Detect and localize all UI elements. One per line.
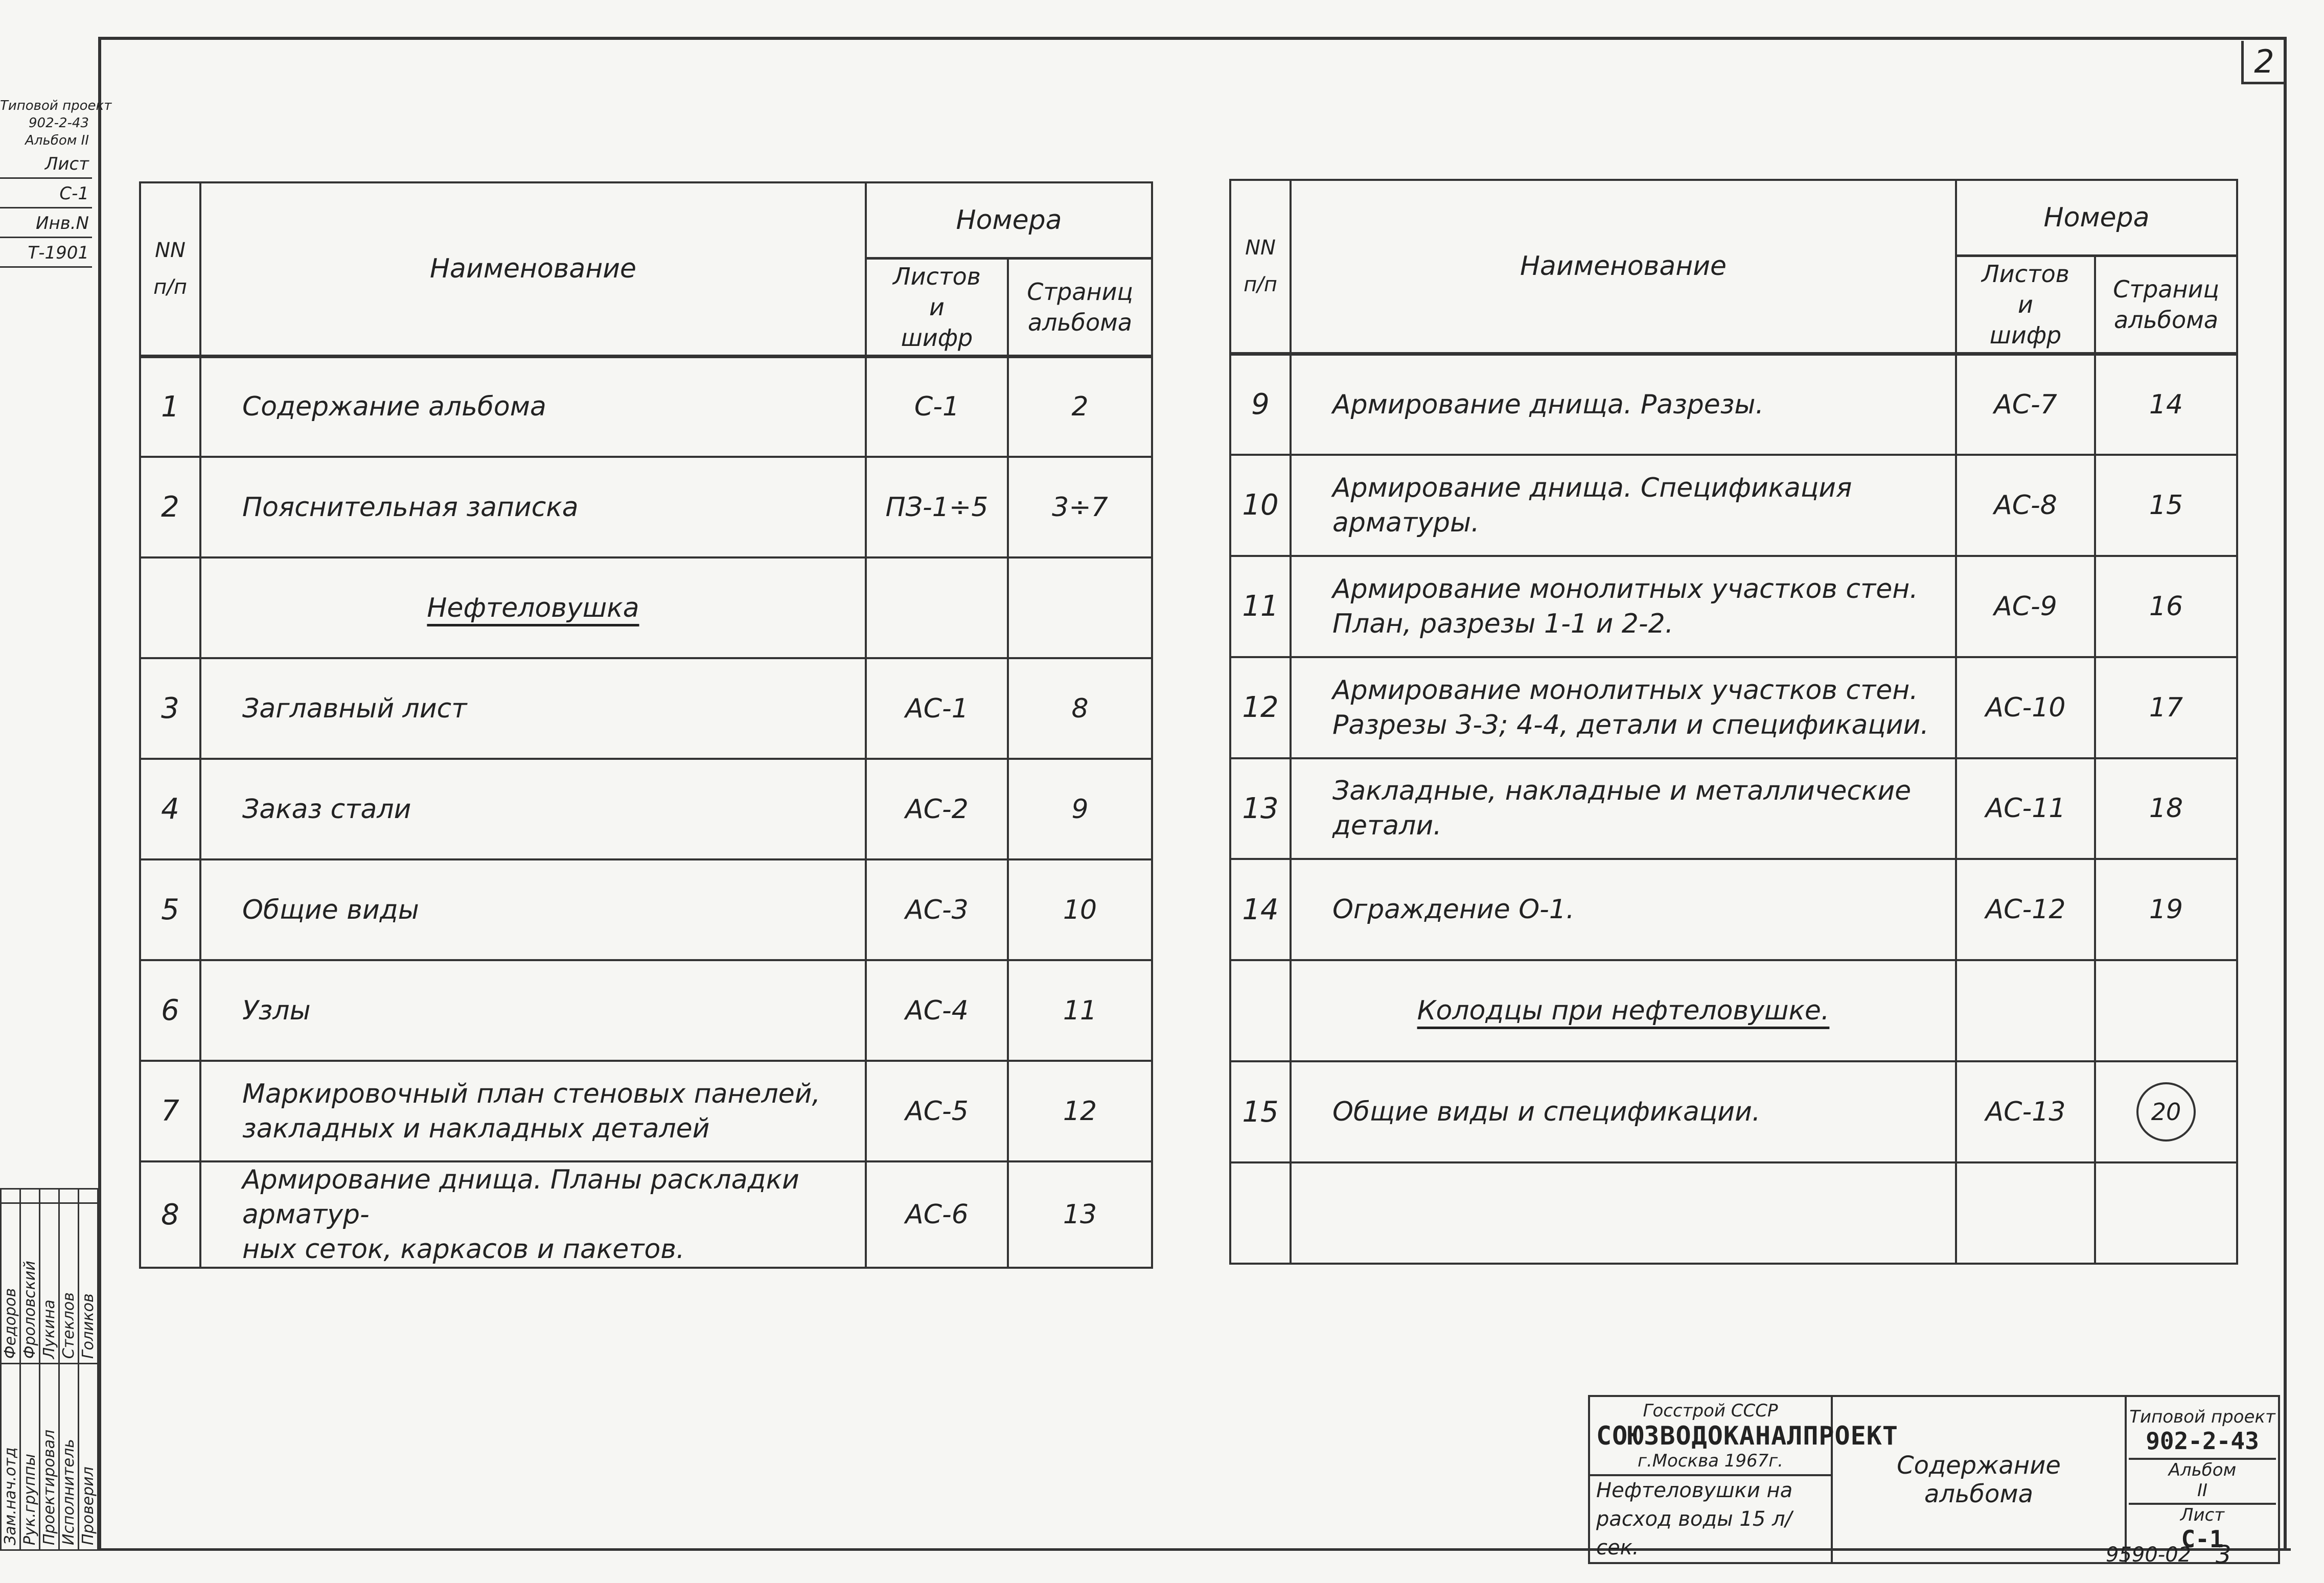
row-sheet-code: АС-9 xyxy=(1956,556,2095,657)
album-label: Альбом xyxy=(2168,1459,2237,1480)
signature-mark xyxy=(1,1189,20,1203)
signature-name: Голиков xyxy=(79,1203,98,1364)
row-sheet-code: АС-4 xyxy=(866,960,1008,1061)
row-name-text: Пояснительная записка xyxy=(242,492,579,523)
row-page xyxy=(2095,1061,2237,1162)
section-heading-text: Колодцы при нефтеловушке. xyxy=(1417,995,1830,1027)
toc-table-left xyxy=(139,181,1153,1269)
table-row xyxy=(140,457,1152,557)
project-label: Типовой проект xyxy=(2129,1406,2275,1427)
album-number: II xyxy=(2129,1480,2276,1505)
row-name xyxy=(200,759,866,859)
project-code: 902-2-43 xyxy=(2129,1427,2276,1460)
project-cell xyxy=(2126,1396,2279,1563)
left-stamp-sheet-label: Лист xyxy=(0,149,92,179)
row-sheet-code: АС-13 xyxy=(1956,1061,2095,1162)
row-number: 11 xyxy=(1230,556,1291,657)
table-row xyxy=(140,557,1152,658)
table-row xyxy=(140,759,1152,859)
row-sheet-code xyxy=(1956,960,2095,1061)
row-name xyxy=(1291,455,1956,556)
row-name-text: Армирование монолитных участков стен. План, разрезы 1-1 и 2-2. xyxy=(1332,573,1918,639)
signature-mark xyxy=(20,1189,40,1203)
left-stamp-sheet-code: С-1 xyxy=(0,179,92,208)
row-name-text: Маркировочный план стеновых панелей, закладных и накладных деталей xyxy=(242,1078,821,1144)
row-name xyxy=(1291,657,1956,758)
sheet-label: Лист xyxy=(2180,1504,2225,1525)
circled-page-number: 20 xyxy=(2136,1082,2196,1142)
table-row xyxy=(1230,758,2237,859)
section-heading xyxy=(200,557,866,658)
row-number xyxy=(140,557,200,658)
row-name-text: Содержание альбома xyxy=(242,391,546,423)
row-number: 10 xyxy=(1230,455,1291,556)
signature-role: Рук.группы xyxy=(20,1364,40,1550)
row-number: 2 xyxy=(140,457,200,557)
row-sheet-code: АС-5 xyxy=(866,1061,1008,1161)
row-sheet-code: АС-3 xyxy=(866,859,1008,960)
row-name-text: Общие виды и спецификации. xyxy=(1332,1097,1761,1128)
left-stamp-project-label: Типовой проект xyxy=(0,98,112,113)
row-number: 14 xyxy=(1230,859,1291,960)
table-row xyxy=(140,356,1152,457)
table-row xyxy=(140,960,1152,1061)
row-page: 17 xyxy=(2095,657,2237,758)
signature-role: Проверил xyxy=(79,1364,98,1550)
row-name xyxy=(200,859,866,960)
header-nn: NN п/п xyxy=(140,182,200,356)
signature-role: Исполнитель xyxy=(59,1364,79,1550)
left-stamp-inv-number: Т-1901 xyxy=(0,238,92,268)
row-page: 11 xyxy=(1008,960,1152,1061)
table-row xyxy=(1230,354,2237,455)
row-page: 16 xyxy=(2095,556,2237,657)
table-row xyxy=(1230,556,2237,657)
row-page: 19 xyxy=(2095,859,2237,960)
organization-cell xyxy=(1589,1396,1898,1475)
row-name xyxy=(1291,758,1956,859)
signature-name: Лукина xyxy=(40,1203,59,1364)
table-row xyxy=(1230,1162,2237,1264)
left-stamp-inv-label: Инв.N xyxy=(0,208,92,238)
row-number: 5 xyxy=(140,859,200,960)
row-name xyxy=(200,1161,866,1268)
row-name xyxy=(1291,1162,1956,1264)
table-row xyxy=(1230,960,2237,1061)
header-pages: Страниц альбома xyxy=(2095,255,2237,354)
row-page xyxy=(2095,1162,2237,1264)
row-page xyxy=(2095,960,2237,1061)
city-year: г.Москва 1967г. xyxy=(1638,1450,1783,1471)
header-name: Наименование xyxy=(1291,180,1956,354)
row-page: 10 xyxy=(1008,859,1152,960)
header-numbers: Номера xyxy=(866,182,1152,258)
signature-row xyxy=(20,1189,40,1550)
row-sheet-code: АС-10 xyxy=(1956,657,2095,758)
row-name-text: Армирование монолитных участков стен. Разрезы 3-3; 4-4, детали и спецификации. xyxy=(1332,674,1929,740)
row-number xyxy=(1230,1162,1291,1264)
row-sheet-code: АС-7 xyxy=(1956,354,2095,455)
sheet-number-box xyxy=(2241,41,2285,84)
sheet-number: 2 xyxy=(2254,42,2274,80)
ministry: Госстрой СССР xyxy=(1643,1400,1778,1421)
signature-name: Фроловский xyxy=(20,1203,40,1364)
signature-row xyxy=(1,1189,20,1550)
signature-role: Зам.нач.отд xyxy=(1,1364,20,1550)
row-number: 12 xyxy=(1230,657,1291,758)
signature-name: Федоров xyxy=(1,1203,20,1364)
signature-mark xyxy=(79,1189,98,1203)
archive-number: 9590-02 xyxy=(2106,1543,2192,1567)
toc-table-right xyxy=(1229,179,2238,1265)
row-page: 14 xyxy=(2095,354,2237,455)
row-name-text: Армирование днища. Спецификация арматуры. xyxy=(1332,472,1852,538)
table-row xyxy=(1230,1061,2237,1162)
row-sheet-code: АС-12 xyxy=(1956,859,2095,960)
row-name xyxy=(1291,354,1956,455)
row-number: 3 xyxy=(140,658,200,759)
row-name-text: Армирование днища. Планы раскладки арматур- ных сеток, каркасов и пакетов. xyxy=(242,1165,799,1265)
row-name-text: Общие виды xyxy=(242,894,419,925)
row-name xyxy=(200,658,866,759)
footer-page: 3 xyxy=(2216,1541,2231,1569)
row-number: 4 xyxy=(140,759,200,859)
row-number xyxy=(1230,960,1291,1061)
row-page: 18 xyxy=(2095,758,2237,859)
row-page: 15 xyxy=(2095,455,2237,556)
row-sheet-code: ПЗ-1÷5 xyxy=(866,457,1008,557)
organization: СОЮЗВОДОКАНАЛПРОЕКТ xyxy=(1596,1421,1898,1451)
section-heading xyxy=(1291,960,1956,1061)
row-name xyxy=(200,457,866,557)
row-page: 8 xyxy=(1008,658,1152,759)
table-row xyxy=(1230,859,2237,960)
header-sheets: Листов и шифр xyxy=(1956,255,2095,354)
sheet-title: Содержание альбома xyxy=(1832,1396,2126,1563)
signature-role: Проектировал xyxy=(40,1364,59,1550)
row-sheet-code: АС-8 xyxy=(1956,455,2095,556)
left-stamp-project-code: 902-2-43 xyxy=(28,115,89,131)
signature-row xyxy=(40,1189,59,1550)
row-name xyxy=(200,356,866,457)
row-sheet-code: АС-6 xyxy=(866,1161,1008,1268)
signature-row xyxy=(79,1189,98,1550)
row-page: 9 xyxy=(1008,759,1152,859)
row-page: 13 xyxy=(1008,1161,1152,1268)
row-number: 7 xyxy=(140,1061,200,1161)
row-name xyxy=(200,960,866,1061)
left-stamp xyxy=(0,97,112,268)
signature-block xyxy=(0,1188,97,1551)
row-page: 2 xyxy=(1008,356,1152,457)
row-sheet-code: АС-11 xyxy=(1956,758,2095,859)
header-nn: NN п/п xyxy=(1230,180,1291,354)
row-name xyxy=(1291,1061,1956,1162)
table-row xyxy=(140,1061,1152,1161)
header-sheets: Листов и шифр xyxy=(866,258,1008,356)
left-stamp-album: Альбом II xyxy=(25,133,89,148)
subject: Нефтеловушки на расход воды 15 л/сек. xyxy=(1589,1475,1832,1563)
signature-mark xyxy=(40,1189,59,1203)
row-page: 12 xyxy=(1008,1061,1152,1161)
header-pages: Страниц альбома xyxy=(1008,258,1152,356)
row-name-text: Заглавный лист xyxy=(242,693,467,724)
table-row xyxy=(140,859,1152,960)
signature-name: Стеклов xyxy=(59,1203,79,1364)
row-name xyxy=(1291,859,1956,960)
row-number: 8 xyxy=(140,1161,200,1268)
signature-row xyxy=(59,1189,79,1550)
sheet-code: С-1 xyxy=(2181,1525,2224,1553)
row-name-text: Узлы xyxy=(242,995,311,1026)
row-number: 1 xyxy=(140,356,200,457)
table-row xyxy=(140,658,1152,759)
row-number: 13 xyxy=(1230,758,1291,859)
row-sheet-code xyxy=(1956,1162,2095,1264)
row-page: 3÷7 xyxy=(1008,457,1152,557)
section-heading-text: Нефтеловушка xyxy=(427,592,639,623)
table-row xyxy=(1230,657,2237,758)
row-name xyxy=(1291,556,1956,657)
header-numbers: Номера xyxy=(1956,180,2237,255)
row-name xyxy=(200,1061,866,1161)
row-sheet-code: АС-2 xyxy=(866,759,1008,859)
table-row xyxy=(1230,455,2237,556)
row-sheet-code: АС-1 xyxy=(866,658,1008,759)
row-number: 15 xyxy=(1230,1061,1291,1162)
signature-mark xyxy=(59,1189,79,1203)
table-row xyxy=(140,1161,1152,1268)
row-name-text: Заказ стали xyxy=(242,794,411,825)
row-number: 9 xyxy=(1230,354,1291,455)
row-name-text: Ограждение О-1. xyxy=(1332,894,1575,925)
header-name: Наименование xyxy=(200,182,866,356)
row-page xyxy=(1008,557,1152,658)
row-name-text: Армирование днища. Разрезы. xyxy=(1332,389,1764,420)
row-sheet-code: С-1 xyxy=(866,356,1008,457)
row-number: 6 xyxy=(140,960,200,1061)
row-sheet-code xyxy=(866,557,1008,658)
row-name-text: Закладные, накладные и металлические детали. xyxy=(1332,776,1912,842)
